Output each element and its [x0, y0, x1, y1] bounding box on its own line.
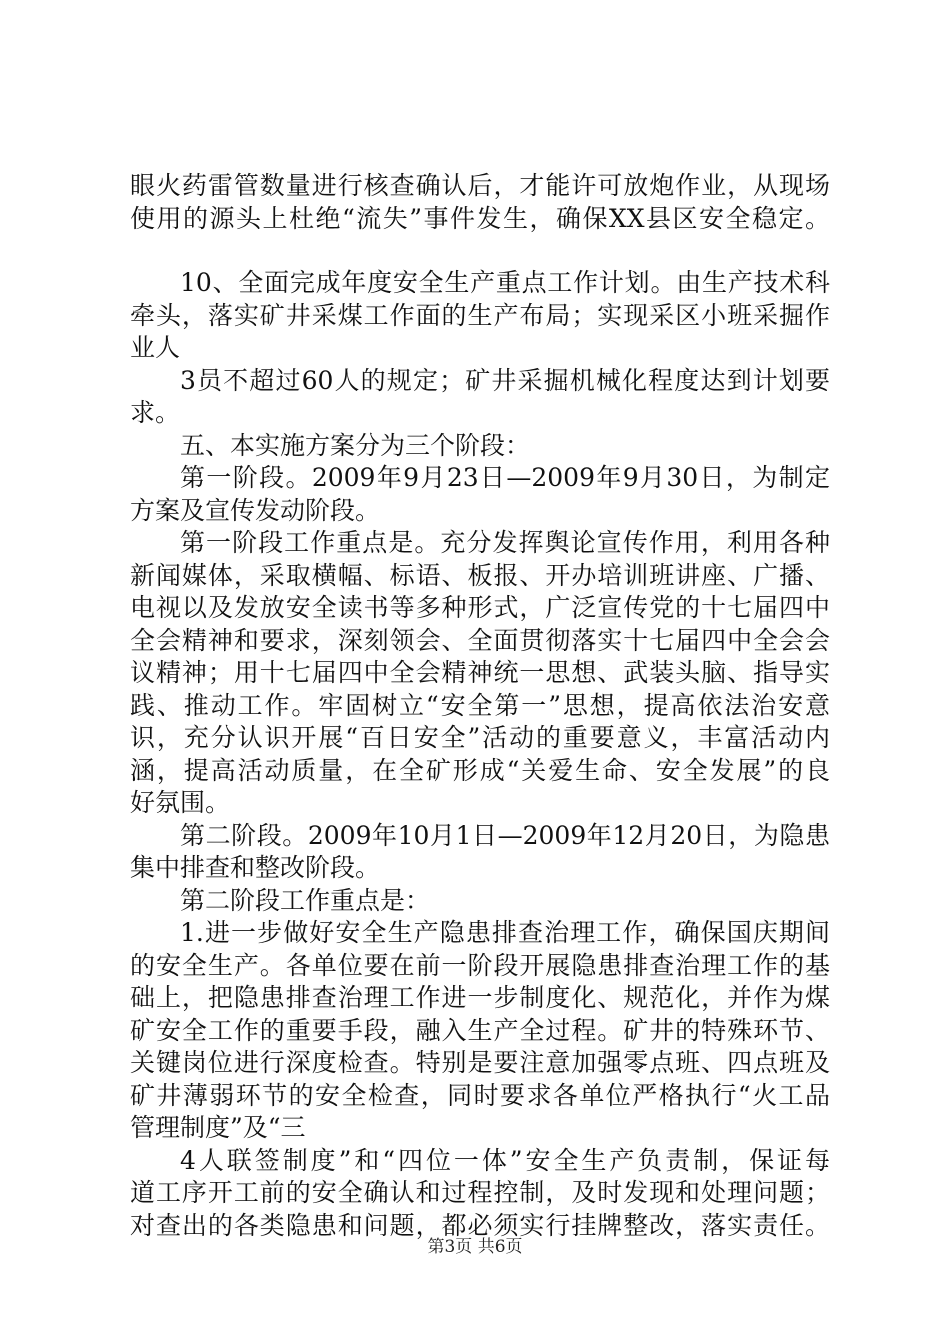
text-line: 牵头，落实矿井采煤工作面的生产布局；实现采区小班采掘作 — [130, 300, 830, 330]
text-line: 础上，把隐患排查治理工作进一步制度化、规范化，并作为煤 — [130, 983, 830, 1012]
text-line: 业人 — [130, 333, 181, 362]
text-line: 3员不超过60人的规定；矿井采掘机械化程度达到计划要 — [180, 365, 830, 395]
document-body — [130, 170, 830, 1242]
text-line: 第一阶段工作重点是。充分发挥舆论宣传作用，利用各种 — [180, 528, 830, 557]
text-line: 第一阶段。2009年9月23日—2009年9月30日，为制定 — [180, 463, 830, 492]
text-line: 4人联签制度”和“四位一体”安全生产负责制，保证每 — [180, 1145, 830, 1175]
text-line: 全会精神和要求，深刻领会、全面贯彻落实十七届四中全会会 — [130, 625, 830, 655]
section-heading: 五、本实施方案分为三个阶段： — [180, 430, 531, 460]
text-line: 使用的源头上杜绝“流失”事件发生，确保XX县区安全稳定。 — [130, 203, 830, 233]
text-line: 管理制度”及“三 — [130, 1113, 306, 1142]
text-line: 第二阶段工作重点是： — [180, 885, 431, 915]
text-line: 方案及宣传发动阶段。 — [130, 495, 381, 525]
text-line: 好氛围。 — [130, 788, 231, 817]
text-line: 第二阶段。2009年10月1日—2009年12月20日，为隐患 — [180, 820, 830, 850]
text-line: 新闻媒体，采取横幅、标语、板报、开办培训班讲座、广播、 — [130, 560, 830, 590]
text-line: 道工序开工前的安全确认和过程控制，及时发现和处理问题； — [130, 1178, 830, 1207]
text-line: 10、全面完成年度安全生产重点工作计划。由生产技术科 — [180, 268, 830, 297]
text-line: 涵，提高活动质量，在全矿形成“关爱生命、安全发展”的良 — [130, 755, 830, 785]
text-line: 识，充分认识开展“百日安全”活动的重要意义，丰富活动内 — [130, 723, 830, 752]
text-line: 对查出的各类隐患和问题，都必须实行挂牌整改，落实责任。 — [130, 1210, 830, 1240]
text-line: 议精神；用十七届四中全会精神统一思想、武装头脑、指导实 — [130, 658, 830, 687]
paragraph-gap — [130, 235, 830, 267]
text-line: 眼火药雷管数量进行核查确认后，才能许可放炮作业，从现场 — [130, 171, 830, 200]
text-line: 的安全生产。各单位要在前一阶段开展隐患排查治理工作的基 — [130, 950, 830, 980]
text-line: 践、推动工作。牢固树立“安全第一”思想，提高依法治安意 — [130, 690, 830, 720]
text-line: 1.进一步做好安全生产隐患排查治理工作，确保国庆期间 — [180, 918, 830, 947]
text-line: 矿安全工作的重要手段，融入生产全过程。矿井的特殊环节、 — [130, 1015, 830, 1045]
text-line: 矿井薄弱环节的安全检查，同时要求各单位严格执行“火工品 — [130, 1080, 830, 1110]
text-line: 电视以及发放安全读书等多种形式，广泛宣传党的十七届四中 — [130, 593, 830, 622]
text-line: 求。 — [130, 398, 181, 427]
text-line: 关键岗位进行深度检查。特别是要注意加强零点班、四点班及 — [130, 1048, 830, 1077]
page-number-footer: 第3页 共6页 — [427, 1237, 523, 1257]
text-line: 集中排查和整改阶段。 — [130, 853, 381, 882]
